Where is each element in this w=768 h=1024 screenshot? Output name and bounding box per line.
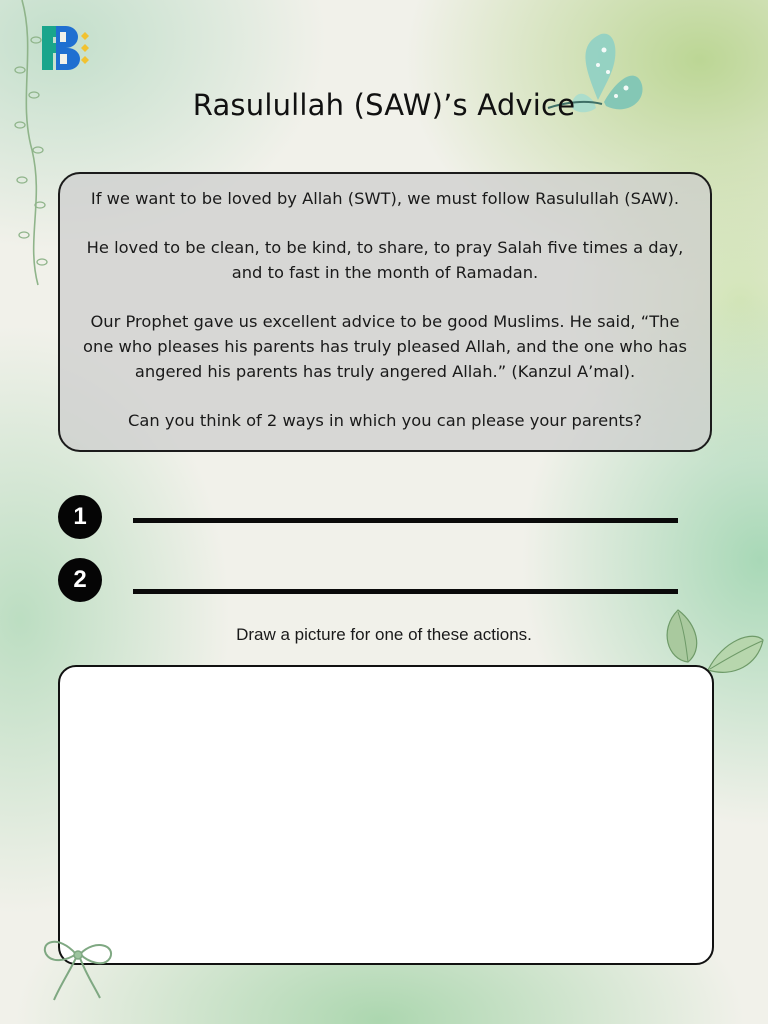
advice-paragraph-1: If we want to be loved by Allah (SWT), we must follow Rasulullah (SAW).: [90, 189, 680, 208]
bow-icon: [38, 924, 118, 1004]
answer-number-2-badge: 2: [58, 558, 102, 602]
advice-paragraph-3: Our Prophet gave us excellent advice to be good Muslims. He said, “The one who pleases his parents has truly pleased Allah, and the one who has angered his parents has truly angered Allah.” (Kanzul A’mal).: [83, 312, 687, 381]
advice-box: [58, 172, 712, 452]
brand-logo-icon: [42, 24, 94, 72]
advice-paragraph-2: He loved to be clean, to be kind, to share, to pray Salah five times a day, and to fast in the month of Ramadan.: [86, 238, 684, 282]
page-title: Rasulullah (SAW)’s Advice: [192, 88, 576, 122]
advice-question: Can you think of 2 ways in which you can please your parents?: [127, 411, 642, 430]
answer-line-1[interactable]: [133, 518, 678, 523]
drawing-area[interactable]: [58, 665, 714, 965]
draw-instruction: Draw a picture for one of these actions.: [236, 625, 532, 644]
answer-line-2[interactable]: [133, 589, 678, 594]
answer-number-1-badge: 1: [58, 495, 102, 539]
